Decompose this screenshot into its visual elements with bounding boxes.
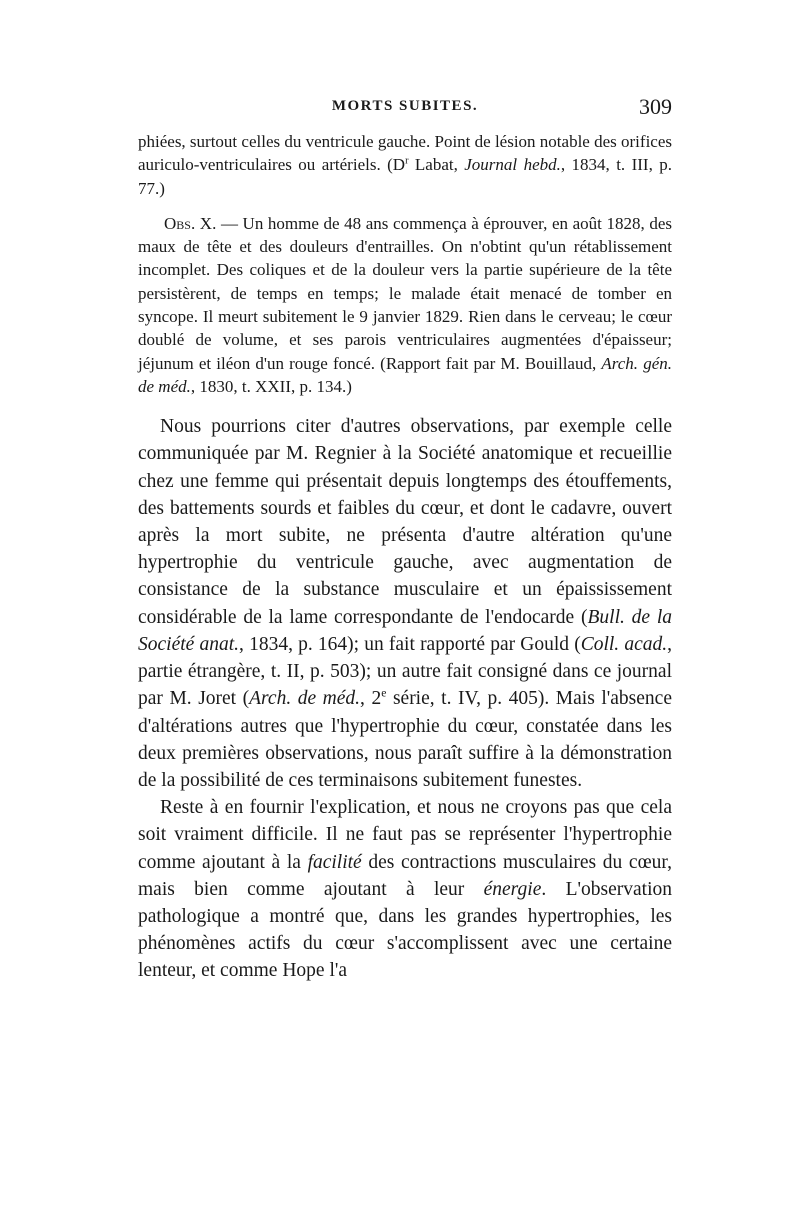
text-span: . L'observation pathologique a montré que, dans les grandes hypertrophies, les phénomènes actifs du cœur s'accomplissent avec une certaine lenteur, et comme Hope l'a [138, 878, 672, 982]
text-span: Labat, [408, 155, 465, 175]
text-span: , 1830, t. XXII, p. 134.) [190, 376, 352, 396]
observation-label: Obs. X. [164, 213, 217, 233]
text-span: , 1834, p. 164); un fait rapporté par Gould ( [239, 633, 581, 655]
text-span: phiées, surtout celles du ventricule gauche. Point de lésion notable des orifices auriculo-ventriculaires ou artériels. (D [138, 132, 672, 175]
text-span: Reste à en fournir l'explication, et nous ne croyons pas que cela soit vraiment difficile. Il ne faut pas se représenter l'hypertrophie comme ajoutant à la [138, 797, 672, 873]
body-paragraph [138, 794, 672, 984]
text-span: Nous pourrions citer d'autres observations, par exemple celle communiquée par M. Regnier à la Société anatomique et recueillie chez une femme qui présentait depuis longtemps des étouffements, des battements sourds et faibles du cœur, et dont le cadavre, ouvert après la mort subite, ne présenta d'autre altération qu'une hypertrophie du ventricule gauche, avec augmentation de consistance de la substance musculaire et un épaississement considérable de la lame correspondante de l'endocarde ( [138, 416, 672, 628]
superscript: e [381, 686, 387, 700]
text-span: — Un homme de 48 ans commença à éprouver, en août 1828, des maux de tête et des douleurs d'entrailles. On n'obtint qu'un rétablissement incomplet. Des coliques et de la douleur vers la partie supérieure de la tête persistèrent, de temps en temps; le malade était menacé de tomber en syncope. Il meurt subitement le 9 janvier 1829. Rien dans le cerveau; le cœur doublé de volume, et ses parois ventriculaires augmentées d'épaisseur; jéjunum et iléon d'un rouge foncé. (Rapport fait par M. Bouillaud, [138, 213, 673, 373]
emphasis: énergie [483, 878, 542, 900]
text-span: , 2 [360, 688, 382, 710]
superscript: r [405, 155, 409, 167]
book-page [138, 96, 672, 985]
citation-title: Coll. acad. [580, 633, 668, 655]
text-span: des contractions musculaires du cœur, mais bien comme ajoutant à leur [138, 851, 672, 900]
running-head [138, 96, 672, 130]
citation-title: Arch. de méd. [249, 688, 361, 710]
body-paragraph [138, 413, 672, 794]
running-title: MORTS SUBITES. [331, 98, 479, 114]
page-number: 309 [639, 94, 672, 119]
citation-title: Bull. de la Société anat. [138, 606, 673, 655]
text-span: , 1834, t. III, p. 77.) [138, 155, 673, 198]
text-span: série, t. IV, p. 405). Mais l'absence d'altérations autres que l'hypertrophie du cœur, constatée dans les deux premières observations, nous paraît suffire à la démonstration de la possibilité de ces terminaisons subitement funestes. [138, 688, 672, 791]
citation-title: Journal hebd. [464, 155, 561, 175]
paragraph-continuation [138, 130, 672, 200]
observation-x [138, 212, 672, 398]
citation-title: Arch. gén. de méd. [138, 353, 672, 396]
emphasis: facilité [307, 851, 362, 873]
text-span: , partie étrangère, t. II, p. 503); un autre fait consigné dans ce journal par M. Joret ( [138, 633, 672, 710]
